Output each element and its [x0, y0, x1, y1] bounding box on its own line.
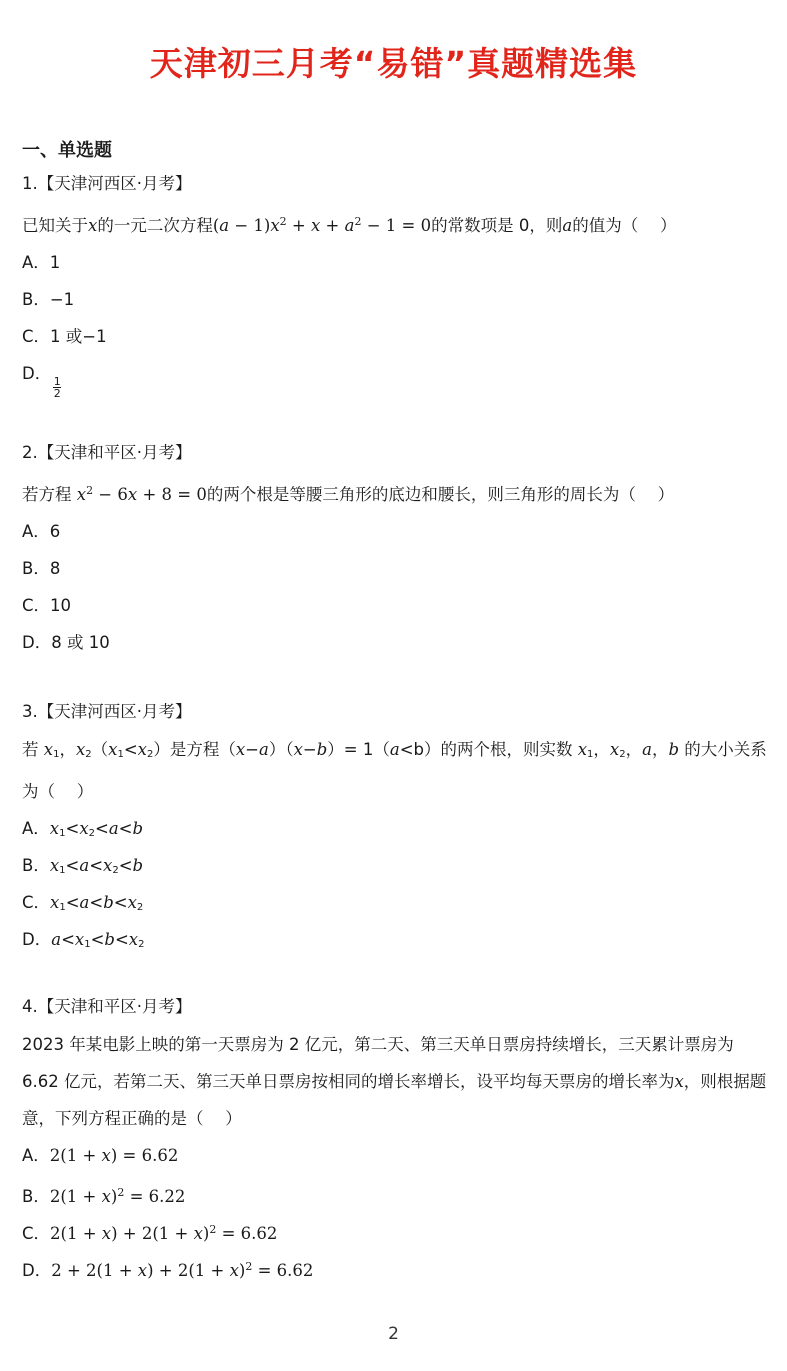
question-stem: 2023 年某电影上映的第一天票房为 2 亿元，第二天、第三天单日票房持续增长，三天累计票房为 6.62 亿元，若第二天、第三天单日票房按相同的增长率增长，设平均每天票房的增长率为x，则根据题意，下列方程正确的是（ ）	[22, 1035, 767, 1128]
document-title: 天津初三月考“易错”真题精选集	[149, 44, 638, 83]
question-source: 【天津河西区·月考】	[37, 174, 192, 193]
option-a: A．1	[22, 253, 61, 272]
section-heading: 一、单选题	[22, 140, 112, 161]
option-a: A．6	[22, 522, 61, 541]
option-b: B．−1	[22, 290, 75, 309]
question-stem: 若方程 $x^2 - 6x + 8 = 0$的两个根是等腰三角形的底边和腰长，则三角形的周长为（ ）	[22, 484, 675, 504]
option-d: D．$2 + 2(1 + x) + 2(1 + x)^2 = 6.62$	[22, 1260, 314, 1280]
option-b: B．$2(1 + x)^2 = 6.22$	[22, 1186, 186, 1206]
option-c: C．1 或−1	[22, 327, 107, 346]
question-stem: 已知关于x的一元二次方程$(a - 1)x^2 + x + a^2 - 1 = 0$的常数项是 0，则a的值为（ ）	[22, 215, 677, 235]
option-c: C．$2(1 + x) + 2(1 + x)^2 = 6.62$	[22, 1223, 278, 1243]
question-3	[22, 699, 772, 958]
question-source: 【天津和平区·月考】	[37, 443, 192, 462]
option-c: C．$x_1<a<b<x_2$	[22, 893, 144, 913]
option-c: C．10	[22, 596, 72, 615]
option-b: B．8	[22, 559, 61, 578]
question-header	[22, 994, 772, 1020]
question-header	[22, 440, 772, 466]
fraction-one-half: $\frac{1}{2}$	[53, 375, 61, 400]
question-2	[22, 440, 772, 661]
question-number: 1.	[22, 174, 38, 193]
question-4	[22, 994, 772, 1285]
option-d: D． $\frac{1}{2}$	[22, 364, 61, 400]
page-number: 2	[388, 1324, 399, 1344]
option-d: D．$a<x_1<b<x_2$	[22, 930, 145, 950]
question-1	[22, 171, 772, 400]
question-number: 3.	[22, 702, 38, 721]
option-b: B．$x_1<a<x_2<b$	[22, 856, 144, 876]
question-header	[22, 699, 772, 725]
question-number: 4.	[22, 997, 38, 1016]
question-source: 【天津河西区·月考】	[37, 702, 192, 721]
question-stem: 若 $x_1$，$x_2(x_1<x_2)$是方程（x−a）（x−b）= 1（a<b）的两个根，则实数 $x_1$，$x_2$，a，b 的大小关系为（ ）	[22, 740, 767, 801]
option-a: A．$x_1<x_2<a<b$	[22, 819, 144, 839]
question-header	[22, 171, 772, 197]
question-source: 【天津和平区·月考】	[37, 997, 192, 1016]
option-d: D．8 或 10	[22, 633, 110, 652]
option-a: A．2(1 + x) = 6.62	[22, 1146, 179, 1165]
question-number: 2.	[22, 443, 38, 462]
